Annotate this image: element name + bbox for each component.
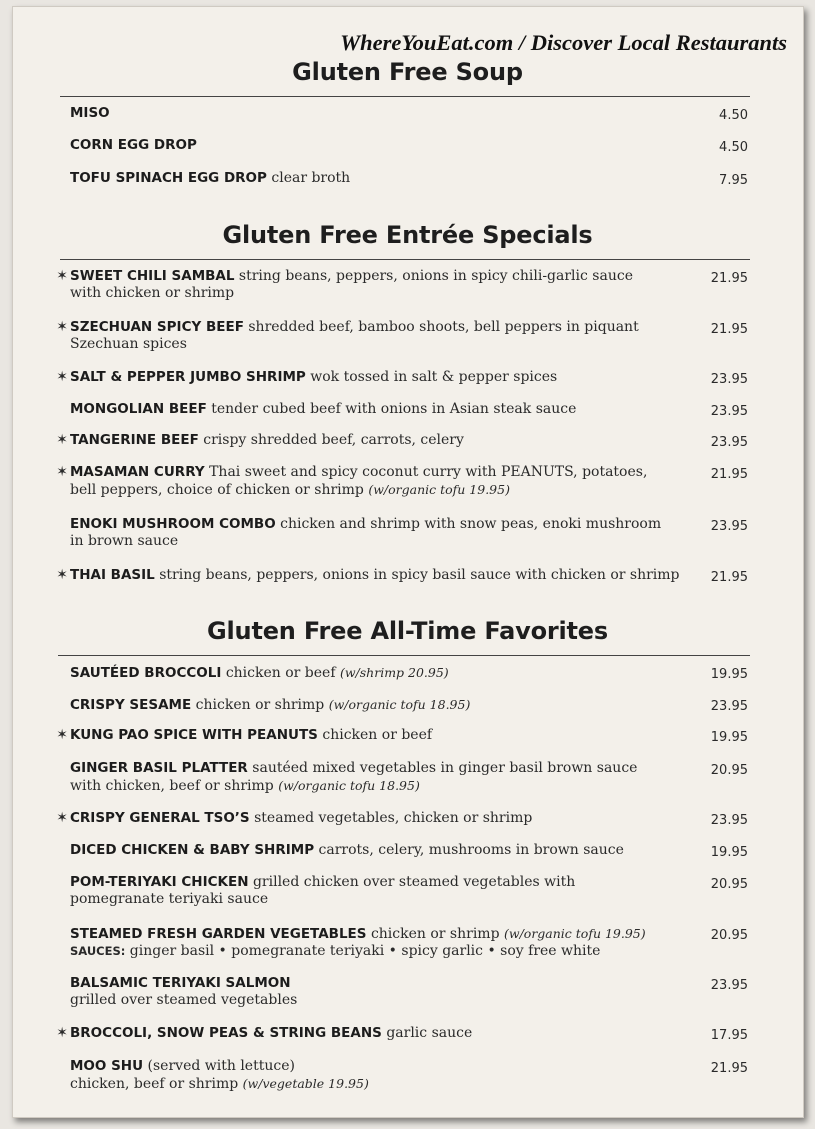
item-price: 19.95: [710, 730, 748, 745]
spicy-star-icon: ✶: [56, 268, 68, 284]
soup-rule: [60, 96, 750, 97]
item-price: 23.95: [710, 404, 748, 419]
sauces-label: SAUCES:: [70, 944, 126, 958]
spicy-star-icon: ✶: [56, 567, 68, 583]
item-price: 19.95: [710, 667, 748, 682]
spicy-star-icon: ✶: [56, 369, 68, 385]
item-price: 20.95: [710, 928, 748, 943]
item-price: 7.95: [719, 173, 748, 188]
spicy-star-icon: ✶: [56, 810, 68, 826]
item-price: 23.95: [710, 372, 748, 387]
spicy-star-icon: ✶: [56, 1025, 68, 1041]
item-price: 23.95: [710, 813, 748, 828]
soup-heading: Gluten Free Soup: [292, 58, 523, 86]
item-price: 20.95: [710, 763, 748, 778]
favorites-heading: Gluten Free All-Time Favorites: [207, 617, 608, 645]
sauces-list: ginger basil • pomegranate teriyaki • spicy garlic • soy free white: [129, 943, 601, 959]
spicy-star-icon: ✶: [56, 432, 68, 448]
item-price: 20.95: [710, 877, 748, 892]
item-price: 23.95: [710, 699, 748, 714]
favorites-rule: [58, 655, 750, 656]
item-price: 4.50: [719, 108, 748, 123]
entree-rule: [60, 259, 750, 260]
spicy-star-icon: ✶: [56, 727, 68, 743]
item-price: 19.95: [710, 845, 748, 860]
item-price: 23.95: [710, 435, 748, 450]
item-price: 23.95: [710, 519, 748, 534]
spicy-star-icon: ✶: [56, 464, 68, 480]
spicy-star-icon: ✶: [56, 319, 68, 335]
item-price: 21.95: [710, 271, 748, 286]
item-price: 23.95: [710, 978, 748, 993]
item-price: 21.95: [710, 570, 748, 585]
watermark: WhereYouEat.com / Discover Local Restaurants: [340, 30, 787, 55]
entree-heading: Gluten Free Entrée Specials: [222, 221, 593, 249]
item-price: 21.95: [710, 1061, 748, 1076]
item-price: 21.95: [710, 322, 748, 337]
item-price: 4.50: [719, 140, 748, 155]
item-price: 21.95: [710, 467, 748, 482]
item-price: 17.95: [710, 1028, 748, 1043]
